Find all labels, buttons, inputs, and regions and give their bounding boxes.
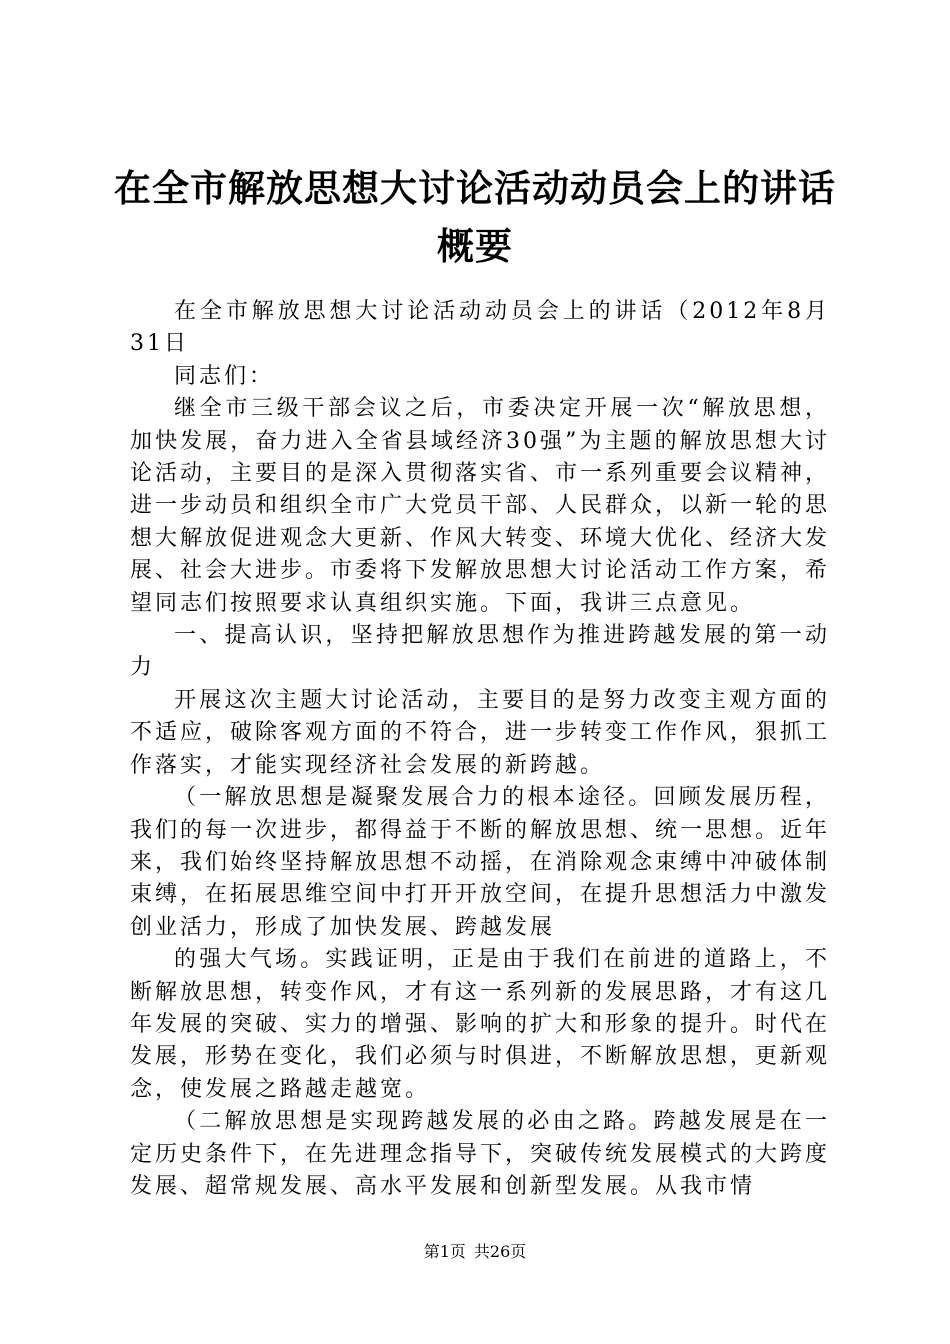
page-total: 共26页 [473, 1242, 527, 1261]
paragraph-point-1-continued: 的强大气场。实践证明，正是由于我们在前进的道路上，不断解放思想，转变作风，才有这一系列新的发展思路，才有这几年发展的突破、实力的增强、影响的扩大和形象的提升。时代在发展，形势在变化，我们必须与时俱进，不断解放思想，更新观念，使发展之路越走越宽。 [130, 947, 831, 1102]
section-heading-1: 一、提高认识，坚持把解放思想作为推进跨越发展的第一动力 [130, 623, 830, 681]
paragraph-salutation: 同志们： [174, 363, 275, 389]
page-footer [0, 1242, 950, 1262]
document-title: 在全市解放思想大讨论活动动员会上的讲话概要 [114, 167, 836, 268]
paragraph-section-1: 开展这次主题大讨论活动，主要目的是努力改变主观方面的不适应，破除客观方面的不符合，进一步转变工作作风，狠抓工作落实，才能实现经济社会发展的新跨越。 [130, 687, 831, 778]
document-body [130, 296, 830, 1203]
paragraph-point-1: （一解放思想是凝聚发展合力的根本途径。回顾发展历程，我们的每一次进步，都得益于不断的解放思想、统一思想。近年来，我们始终坚持解放思想不动摇，在消除观念束缚中冲破体制束缚，在拓展思维空间中打开开放空间，在提升思想活力中激发创业活力，形成了加快发展、跨越发展 [130, 785, 831, 940]
paragraph-intro: 继全市三级干部会议之后，市委决定开展一次“解放思想，加快发展，奋力进入全省县域经济30强”为主题的解放思想大讨论活动，主要目的是深入贯彻落实省、市一系列重要会议精神，进一步动员和组织全市广大党员干部、人民群众，以新一轮的思想大解放促进观念大更新、作风大转变、环境大优化、经济大发展、社会大进步。市委将下发解放思想大讨论活动工作方案，希望同志们按照要求认真组织实施。下面，我讲三点意见。 [130, 396, 831, 616]
paragraph-point-2: （二解放思想是实现跨越发展的必由之路。跨越发展是在一定历史条件下，在先进理念指导下，突破传统发展模式的大跨度发展、超常规发展、高水平发展和创新型发展。从我市情 [130, 1109, 831, 1199]
page-number: 第1页 [423, 1242, 466, 1261]
paragraph-speech-info: 在全市解放思想大讨论活动动员会上的讲话（2012年8月31日 [130, 299, 830, 357]
